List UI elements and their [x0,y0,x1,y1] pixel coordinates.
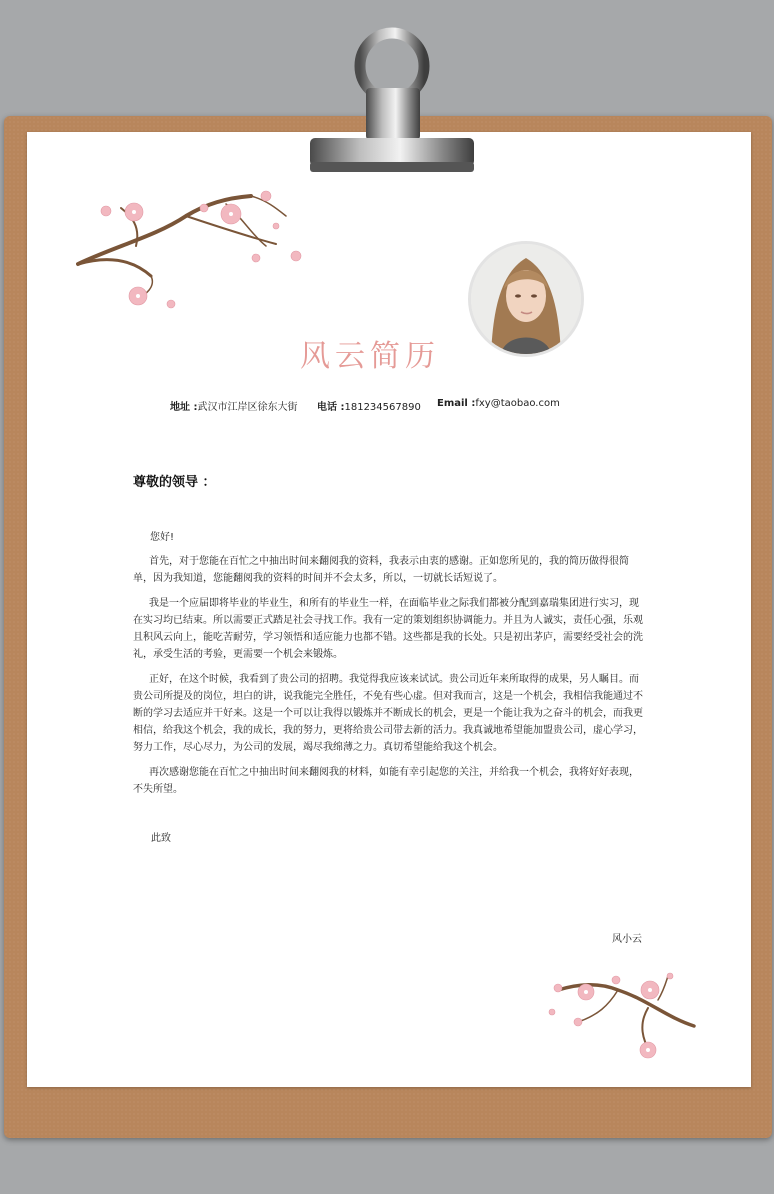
contact-email [437,398,560,409]
email-label: Email : [437,398,476,409]
letter-greeting: 尊敬的领导 ： [133,475,216,490]
letter-paragraph: 正好，在这个时候，我看到了贵公司的招聘。我觉得我应该来试试。贵公司近年来所取得的成果，另人瞩目。而贵公司所提及的岗位，坦白的讲，说我能完全胜任，不免有些心虚。但对我而言，这是一个机会，我相信我能通过不断的学习去适应并干好来。这是一个可以让我得以锻炼并不断成长的机会，更是一个能让我为之奋斗的机会，而我更相信，给我这个机会，我的成长，我的努力，更将给贵公司带去新的活力。我真诚地希望能加盟贵公司，虚心学习，努力工作，尽心尽力，为公司的发展，竭尽我绵薄之力。真切希望能给我这个机会。 [133,674,643,753]
contact-phone [317,398,421,413]
letter-paragraph: 再次感谢您能在百忙之中抽出时间来翻阅我的材料，如能有幸引起您的关注，并给我一个机会，我将好好表现，不失所望。 [133,767,639,795]
letter-closing: 此致 [151,833,171,844]
binder-clip-icon [300,26,480,180]
contact-address [170,398,297,413]
cherry-blossom-branch-bottom [538,970,698,1062]
portrait-illustration [471,244,581,354]
letter-paragraph: 首先，对于您能在百忙之中抽出时间来翻阅我的资料，我表示由衷的感谢。正如您所见的，我的简历做得很简单，因为我知道，您能翻阅我的资料的时间并不会太多，所以，一切就长话短说了。 [133,556,629,584]
address-value: 武汉市江岸区徐东大街 [197,402,298,413]
letter-hello: 您好! [150,532,175,543]
resume-title: 风云简历 [300,339,440,374]
letter-signature: 风小云 [612,934,642,945]
phone-label: 电话 : [317,402,345,413]
portrait-photo [468,241,584,357]
letter-paragraph: 我是一个应届即将毕业的毕业生，和所有的毕业生一样，在面临毕业之际我们都被分配到嘉瑞集团进行实习，现在实习均已结束。所以需要正式踏足社会寻找工作。我有一定的策划组织协调能力。并且为人诚实，责任心强，乐观且积风云向上，能吃苦耐劳，学习领悟和适应能力也都不错。这些都是我的长处。只是初出茅庐，需要经受社会的洗礼，承受生活的考验，更需要一个机会来锻炼。 [133,598,643,660]
phone-value: 181234567890 [344,402,421,413]
letter-body [133,553,643,806]
address-label: 地址 : [170,402,198,413]
email-value: fxy@taobao.com [475,398,560,409]
cherry-blossom-branch-top [76,186,320,316]
